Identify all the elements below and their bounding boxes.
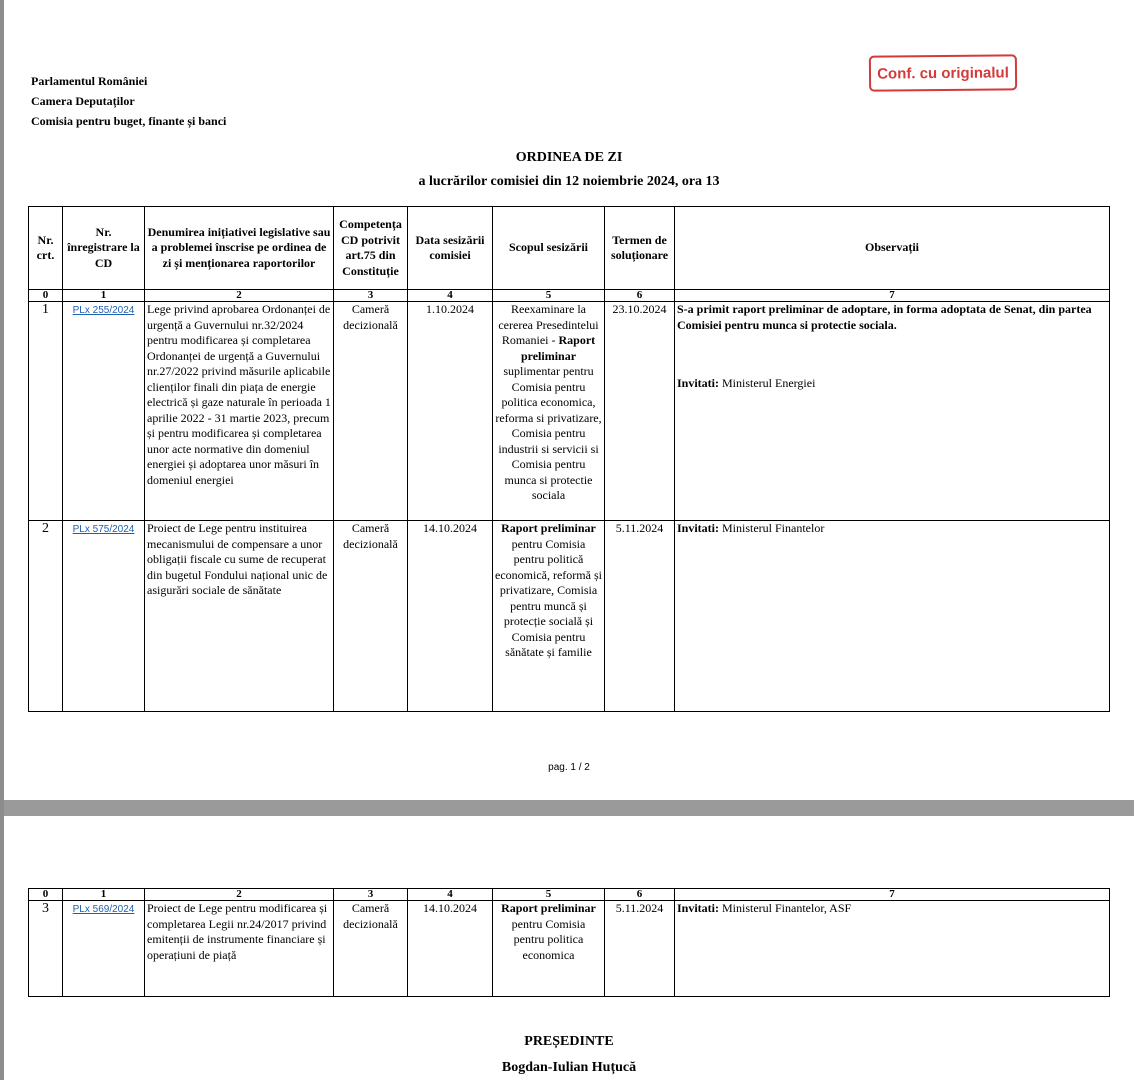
- observation-text: S-a primit raport preliminar de adoptare, in forma adoptata de Senat, din partea Comisiei pentru munca si protectie sociala.: [677, 302, 1092, 332]
- competence-cell: Cameră decizională: [334, 302, 408, 521]
- col-header-date: Data sesizării comisiei: [408, 207, 493, 290]
- invited-line: Invitati: Ministerul Energiei: [677, 376, 816, 390]
- deadline-cell: 5.11.2024: [605, 521, 675, 712]
- col-header-deadline: Termen de soluționare: [605, 207, 675, 290]
- registration-link[interactable]: PLx 569/2024: [72, 904, 135, 915]
- col-header-purpose: Scopul sesizării: [493, 207, 605, 290]
- col-header-registration: Nr. înregistrare la CD: [63, 207, 145, 290]
- col-num: 6: [605, 889, 675, 901]
- document-subtitle: a lucrărilor comisiei din 12 noiembrie 2024, ora 13: [418, 174, 720, 189]
- deadline-cell: 5.11.2024: [605, 901, 675, 997]
- col-num: 3: [334, 290, 408, 302]
- col-num: 7: [675, 889, 1110, 901]
- agenda-table: [28, 206, 1110, 712]
- purpose-text: Reexaminare la cererea Presedintelui Romaniei - Raport preliminar suplimentar pentru Comisia pentru politica economica, reforma si privatizare, Comisia pentru industrii si servicii si Comisia pentru munca si protectie sociala: [495, 302, 602, 502]
- col-num: 0: [29, 889, 63, 901]
- header-line-2: Camera Deputaților: [31, 94, 135, 108]
- col-num: 2: [145, 290, 334, 302]
- table-header-row: [29, 207, 1110, 290]
- col-num: 5: [493, 889, 605, 901]
- table-row: [29, 521, 1110, 712]
- col-num: 0: [29, 290, 63, 302]
- col-header-initiative: Denumirea inițiativei legislative sau a problemei înscrise pe ordinea de zi și menționarea raportorilor: [145, 207, 334, 290]
- competence-cell: Cameră decizională: [334, 901, 408, 997]
- col-header-nr: Nr. crt.: [29, 207, 63, 290]
- row-nr: 1: [29, 302, 63, 521]
- observations-cell: Invitati: Ministerul Finantelor, ASF: [675, 901, 1110, 997]
- observations-cell: [675, 302, 1110, 521]
- col-num: 4: [408, 889, 493, 901]
- col-num: 1: [63, 889, 145, 901]
- registration-link[interactable]: PLx 575/2024: [72, 524, 135, 535]
- table-row: [29, 302, 1110, 521]
- agenda-table-continued: [28, 888, 1110, 997]
- column-number-row: [29, 889, 1110, 901]
- col-num: 6: [605, 290, 675, 302]
- col-num: 2: [145, 889, 334, 901]
- col-header-competence: Competența CD potrivit art.75 din Constituție: [334, 207, 408, 290]
- initiative-text: Proiect de Lege pentru modificarea și completarea Legii nr.24/2017 privind emitenții de instrumente financiare și operațiuni de piață: [145, 901, 334, 997]
- signature-name: Bogdan-Iulian Huțucă: [501, 1060, 637, 1075]
- signature-role: PREȘEDINTE: [524, 1034, 614, 1049]
- document-page-1: [4, 0, 1134, 800]
- competence-cell: Cameră decizională: [334, 521, 408, 712]
- date-cell: 1.10.2024: [408, 302, 493, 521]
- initiative-text: Lege privind aprobarea Ordonanței de urgență a Guvernului nr.32/2024 pentru modificarea și completarea Ordonanței de urgență a Guvernului nr.27/2022 privind măsurile aplicabile clienților finali din piața de energie electrică și gaze naturale în perioada 1 aprilie 2022 - 31 martie 2023, precum și pentru modificarea și completarea unor acte normative din domeniul energiei și adoptarea unor măsuri în domeniul energiei: [147, 302, 331, 487]
- row-nr: 3: [29, 901, 63, 997]
- observations-cell: Invitati: Ministerul Finantelor: [675, 521, 1110, 712]
- page-number: pag. 1 / 2: [548, 762, 590, 773]
- header-line-1: Parlamentul României: [31, 74, 148, 88]
- date-cell: 14.10.2024: [408, 521, 493, 712]
- col-num: 7: [675, 290, 1110, 302]
- purpose-text: Raport preliminar pentru Comisia pentru politica economica: [493, 901, 605, 997]
- deadline-cell: 23.10.2024: [605, 302, 675, 521]
- col-num: 4: [408, 290, 493, 302]
- initiative-text: Proiect de Lege pentru instituirea mecanismului de compensare a unor obligații fiscale cu sume de recuperat din bugetul Fondului național unic de asigurări sociale de sănătate: [145, 521, 334, 712]
- table-row: [29, 901, 1110, 997]
- purpose-text: Raport preliminar pentru Comisia pentru politică economică, reformă și privatizare, Comisia pentru muncă și protecție socială și Comisia pentru sănătate și familie: [493, 521, 605, 712]
- row-nr: 2: [29, 521, 63, 712]
- col-num: 3: [334, 889, 408, 901]
- document-page-2: [4, 816, 1134, 1080]
- document-title: ORDINEA DE ZI: [515, 150, 623, 165]
- registration-link[interactable]: PLx 255/2024: [72, 305, 135, 316]
- column-number-row: [29, 290, 1110, 302]
- col-num: 1: [63, 290, 145, 302]
- col-num: 5: [493, 290, 605, 302]
- header-line-3: Comisia pentru buget, finante și banci: [31, 114, 227, 128]
- conformity-stamp: Conf. cu originalul: [869, 54, 1017, 91]
- col-header-observations: Observații: [675, 207, 1110, 290]
- date-cell: 14.10.2024: [408, 901, 493, 997]
- institution-header: [31, 71, 226, 131]
